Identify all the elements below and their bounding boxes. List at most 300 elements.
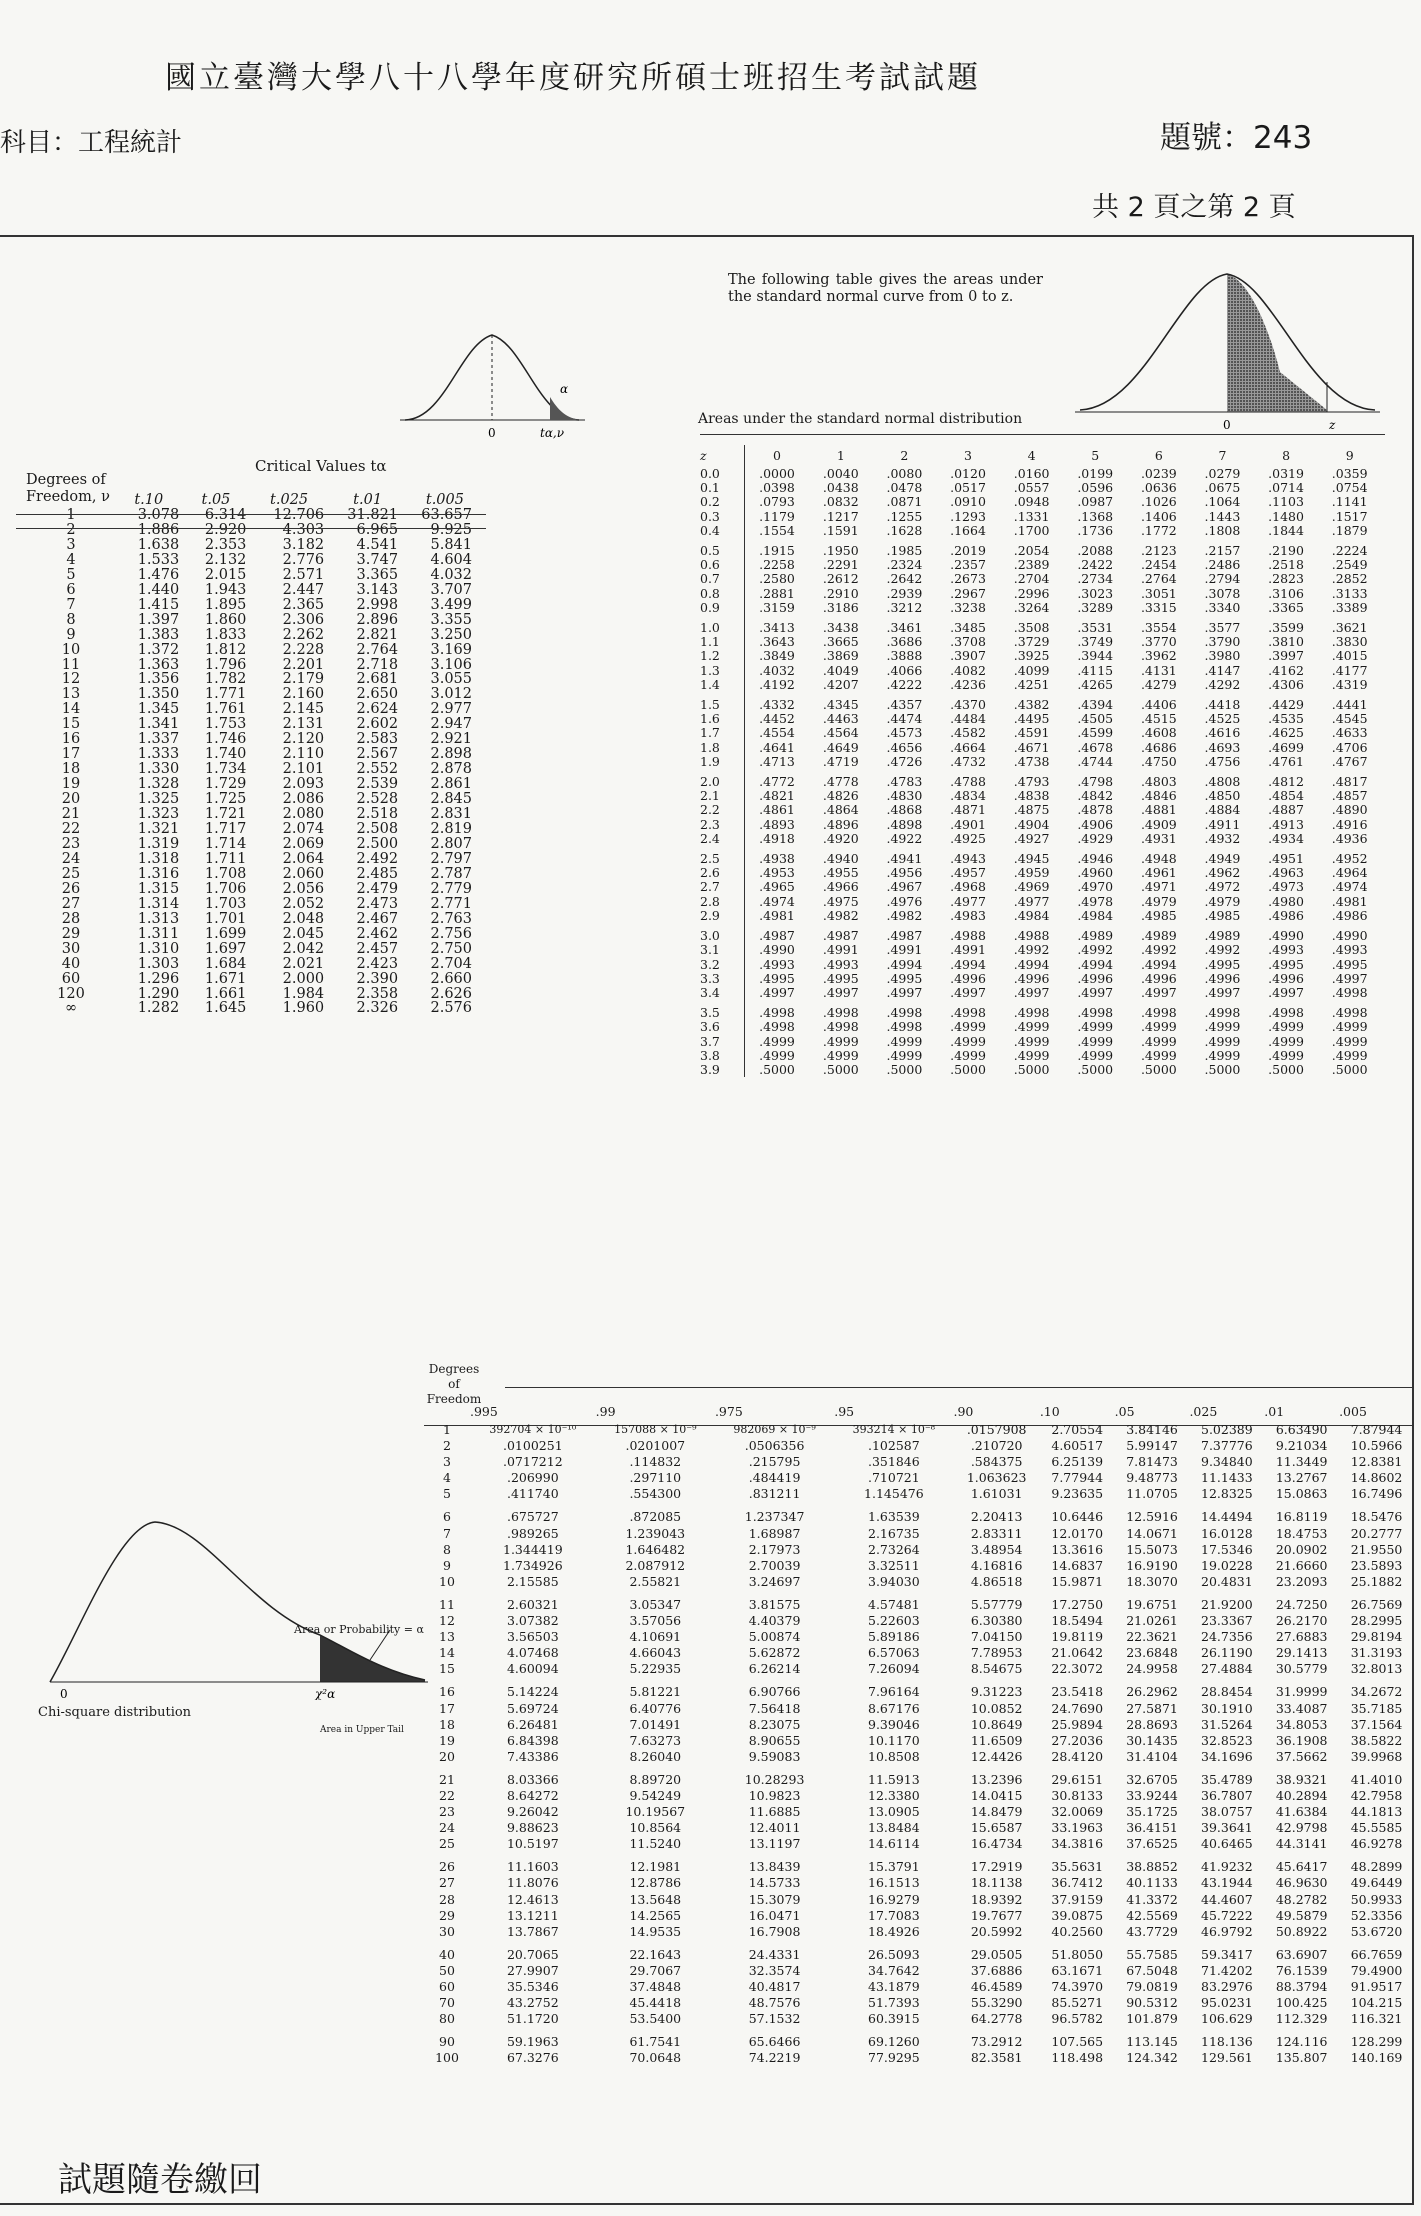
z-table-row xyxy=(700,1063,1382,1077)
t-cell: 2.518 xyxy=(356,806,399,823)
z-cell: .3159 xyxy=(759,599,795,615)
z-cell: .4951 xyxy=(1268,851,1304,867)
chi-cell: 21.0642 xyxy=(1051,1645,1104,1661)
normal-header-rule xyxy=(700,434,1385,435)
z-cell: 3.8 xyxy=(700,1049,745,1063)
chi-cell: 2 xyxy=(443,1438,451,1454)
z-cell: .0080 xyxy=(886,466,923,481)
chi-cell: 7.77944 xyxy=(1051,1470,1104,1486)
z-cell: .4977 xyxy=(1013,893,1050,909)
chi-cell: 14.2565 xyxy=(629,1907,682,1923)
subject-label: 科目：工程統計 xyxy=(0,128,183,158)
z-col-head: z xyxy=(700,445,745,467)
chi-cell: 13 xyxy=(439,1629,455,1645)
t-cell: 17 xyxy=(61,746,81,763)
z-cell: .4991 xyxy=(822,942,859,958)
chi-cell: 112.329 xyxy=(1275,2011,1328,2027)
z-cell: .4998 xyxy=(1140,1005,1177,1021)
z-cell: .1591 xyxy=(822,522,859,538)
z-cell: .2823 xyxy=(1268,571,1304,587)
z-col-head: 3 xyxy=(964,447,972,463)
chi-cell: 3.81575 xyxy=(748,1596,801,1612)
t-cell: 2.120 xyxy=(282,731,325,748)
chi-cell: 19.0228 xyxy=(1201,1557,1253,1573)
t-table-row xyxy=(16,882,486,897)
t-cell: 2.500 xyxy=(356,835,399,852)
chi-cell: .831211 xyxy=(748,1486,801,1502)
z-cell: .0793 xyxy=(759,494,795,510)
chi-cell: 11.1433 xyxy=(1201,1470,1253,1486)
z-cell: .4931 xyxy=(1140,830,1177,846)
t-cell: 2.052 xyxy=(282,895,325,912)
t-cell: 2.977 xyxy=(430,701,472,718)
t-cell: 11 xyxy=(61,656,81,673)
chi-square-table xyxy=(424,1400,1414,2066)
chi-cell: 1.734926 xyxy=(503,1557,563,1573)
z-cell: .1985 xyxy=(886,543,923,559)
z-cell: .4463 xyxy=(822,711,859,727)
chi-cell: 29.0505 xyxy=(970,1946,1023,1962)
chi-cell: 10.28293 xyxy=(744,1771,805,1787)
t-cell: 1.315 xyxy=(137,880,180,897)
chi-cell: 5.22603 xyxy=(868,1613,920,1629)
z-col-head: 8 xyxy=(1282,447,1291,463)
chi-cell: 50.9933 xyxy=(1350,1891,1403,1907)
chi-cell: 32.8523 xyxy=(1201,1732,1253,1748)
t-cell: 3.182 xyxy=(282,536,325,553)
chi-cell: 15.9871 xyxy=(1051,1573,1104,1589)
t-cell: 1.708 xyxy=(204,865,247,882)
chi-cell: 14.8479 xyxy=(970,1804,1023,1820)
z-cell: .2190 xyxy=(1268,543,1304,559)
chi-cell: 113.145 xyxy=(1126,2034,1178,2050)
z-cell: .4893 xyxy=(759,816,795,832)
chi-cell: 17.2919 xyxy=(970,1859,1023,1875)
z-cell: .4925 xyxy=(950,830,986,846)
chi-cell: 39.0875 xyxy=(1051,1907,1104,1923)
chi-cell: 36.1908 xyxy=(1275,1732,1328,1748)
z-cell: .3980 xyxy=(1204,648,1241,664)
z-cell: .4993 xyxy=(1268,942,1304,958)
chi-cell: 7.63273 xyxy=(629,1732,682,1748)
z-cell: .4738 xyxy=(1013,753,1050,769)
z-cell: .2518 xyxy=(1268,557,1304,573)
chi-col-head: .025 xyxy=(1189,1403,1218,1419)
z-cell: .4968 xyxy=(950,879,986,895)
chi-cell: 41.9232 xyxy=(1201,1859,1253,1875)
chi-cell: 6.63490 xyxy=(1275,1422,1328,1437)
chi-cell: 28.8693 xyxy=(1126,1716,1178,1732)
chi-area-label: Area or Probability = α xyxy=(294,1623,424,1636)
z-cell: .3621 xyxy=(1331,620,1368,636)
chi-cell: 41.6384 xyxy=(1275,1804,1328,1820)
chi-cell: 392704 × 10⁻¹⁰ xyxy=(489,1423,577,1436)
z-cell: .4999 xyxy=(1268,1019,1304,1035)
z-table-row xyxy=(700,972,1382,986)
z-cell: .4998 xyxy=(1331,984,1368,1000)
chi-cell: 30.8133 xyxy=(1051,1787,1104,1803)
z-cell: .4767 xyxy=(1331,753,1368,769)
z-cell: .2764 xyxy=(1140,571,1177,587)
t-cell: 12 xyxy=(61,671,81,688)
t-table-row xyxy=(16,628,486,643)
z-col-head: 1 xyxy=(836,447,845,463)
z-cell: .4996 xyxy=(1140,970,1177,986)
chi-cell: 11.0705 xyxy=(1126,1486,1178,1502)
chi-cell: 6.30380 xyxy=(970,1613,1023,1629)
chi-cell: 1.239043 xyxy=(625,1525,686,1541)
chi-cell: 80 xyxy=(439,2011,455,2027)
chi-cell: 17 xyxy=(439,1700,455,1716)
chi-cell: 29.8194 xyxy=(1350,1629,1403,1645)
chi-cell: 50 xyxy=(439,1962,455,1978)
chi-cell: 5.69724 xyxy=(506,1700,559,1716)
chi-cell: 53.5400 xyxy=(629,2011,682,2027)
t-cell: 1.895 xyxy=(204,596,247,613)
t-cell: 1.703 xyxy=(204,895,247,912)
t-table-row xyxy=(16,927,486,942)
chi-cell: 21.0261 xyxy=(1126,1613,1178,1629)
z-cell: .3770 xyxy=(1140,634,1177,650)
z-cell: .2422 xyxy=(1077,557,1114,573)
chi-cell: 36.7807 xyxy=(1201,1787,1253,1803)
z-cell: .1879 xyxy=(1331,522,1368,538)
z-cell: .0987 xyxy=(1077,494,1114,510)
z-cell: .2054 xyxy=(1013,543,1050,559)
chi-cell: 140.169 xyxy=(1350,2050,1403,2066)
z-cell: 3.0 xyxy=(700,923,745,943)
z-cell: .4994 xyxy=(886,956,923,972)
chi-cell: 27.4884 xyxy=(1201,1661,1253,1677)
chi-cell: 22.1643 xyxy=(629,1946,682,1962)
z-table-row xyxy=(700,755,1382,769)
z-cell: 3.6 xyxy=(700,1020,745,1034)
z-cell: 1.2 xyxy=(700,649,745,663)
z-table-row xyxy=(700,818,1382,832)
chi-cell: 18.1138 xyxy=(970,1875,1023,1891)
chi-cell: 9.54249 xyxy=(629,1787,682,1803)
question-number: 題號：243 xyxy=(1160,120,1313,156)
z-col-head: 2 xyxy=(900,447,909,463)
chi-cell: 42.5569 xyxy=(1126,1907,1178,1923)
chi-cell: 16.0128 xyxy=(1201,1525,1253,1541)
chi-table-row xyxy=(424,2050,1414,2066)
chi-cell: 31.5264 xyxy=(1201,1716,1253,1732)
chi-cell: 14.5733 xyxy=(748,1875,801,1891)
t-cell: 2.101 xyxy=(282,761,325,778)
z-cell: .0239 xyxy=(1140,466,1177,481)
z-cell: .4861 xyxy=(759,802,795,818)
chi-dof-label: Degrees of Freedom xyxy=(426,1362,482,1406)
t-cell: 2.787 xyxy=(430,865,472,882)
z-cell: 0.1 xyxy=(700,481,745,495)
t-cell: 2.060 xyxy=(282,865,325,882)
z-cell: .4049 xyxy=(822,662,859,678)
chi-cell: 26.5093 xyxy=(868,1946,920,1962)
t-cell: 2.831 xyxy=(430,806,472,823)
z-cell: .0596 xyxy=(1077,480,1114,496)
chi-cell: 23 xyxy=(439,1804,455,1820)
t-cell: 1.771 xyxy=(204,686,247,703)
t-cell: 1.330 xyxy=(137,761,180,778)
chi-cell: 26.1190 xyxy=(1201,1645,1253,1661)
chi-cell: 51.7393 xyxy=(868,1995,920,2011)
chi-cell: 118.136 xyxy=(1201,2034,1253,2050)
z-table-row xyxy=(700,558,1382,572)
z-cell: 0.7 xyxy=(700,572,745,586)
chi-cell: 24 xyxy=(439,1820,455,1836)
chi-cell: 46.9278 xyxy=(1350,1836,1403,1852)
t-cell: 1.356 xyxy=(137,671,180,688)
t-cell: 1.886 xyxy=(137,521,180,538)
t-cell: 1.313 xyxy=(137,910,180,927)
chi-cell: 20.2777 xyxy=(1350,1525,1403,1541)
chi-cell: 107.565 xyxy=(1051,2034,1104,2050)
chi-cell: 46.9792 xyxy=(1201,1923,1253,1939)
t-table-row xyxy=(16,837,486,852)
t-cell: 1.440 xyxy=(137,581,180,598)
z-cell: .2612 xyxy=(822,571,859,587)
chi-cell: 44.3141 xyxy=(1275,1836,1328,1852)
z-cell: .4664 xyxy=(950,739,986,755)
z-cell: .4732 xyxy=(950,753,986,769)
chi-cell: 7.37776 xyxy=(1201,1438,1253,1454)
z-cell: .4990 xyxy=(759,942,795,958)
z-cell: .3686 xyxy=(886,634,923,650)
z-cell: .4706 xyxy=(1331,739,1368,755)
z-cell: .4964 xyxy=(1331,865,1368,881)
chi-table-row xyxy=(424,1892,1414,1908)
chi-cell: 12.3380 xyxy=(868,1787,920,1803)
z-cell: .4726 xyxy=(886,753,923,769)
chi-cell: 30.5779 xyxy=(1275,1661,1328,1677)
z-cell: .4991 xyxy=(950,942,986,958)
z-cell: .4995 xyxy=(822,970,859,986)
chi-cell: 13.0905 xyxy=(868,1804,920,1820)
z-cell: .4798 xyxy=(1077,774,1114,790)
chi-cell: 41.3372 xyxy=(1126,1891,1178,1907)
t-cell: 1.701 xyxy=(204,910,247,927)
chi-cell: 5.89186 xyxy=(868,1629,920,1645)
z-cell: 1.1 xyxy=(700,635,745,649)
chi-cell: 29 xyxy=(439,1907,455,1923)
z-cell: .4881 xyxy=(1140,802,1177,818)
z-cell: .3413 xyxy=(759,620,795,636)
z-cell: .4996 xyxy=(1268,970,1304,986)
chi-cell: 9.26042 xyxy=(506,1804,559,1820)
chi-cell: 9.31223 xyxy=(970,1684,1023,1700)
z-cell: .4997 xyxy=(1331,970,1368,986)
chi-cell: 16.0471 xyxy=(748,1907,801,1923)
t-cell: 1.415 xyxy=(137,596,180,613)
z-cell: .0910 xyxy=(950,494,986,510)
z-table-row xyxy=(700,495,1382,509)
chi-cell: 8.54675 xyxy=(970,1661,1023,1677)
z-cell: .4545 xyxy=(1331,711,1368,727)
t-cell: 2.093 xyxy=(282,776,325,793)
chi-cell: 16 xyxy=(439,1684,455,1700)
chi-cell: 37.9159 xyxy=(1051,1891,1104,1907)
chi-cell: 34.7642 xyxy=(868,1962,920,1978)
t-cell: 15 xyxy=(61,716,81,733)
chi-table-row xyxy=(424,1820,1414,1836)
z-cell: 2.8 xyxy=(700,895,745,909)
page-indicator: 共 2 頁之第 2 頁 xyxy=(1092,192,1296,223)
z-cell: .4999 xyxy=(886,1033,923,1049)
z-table-row xyxy=(700,741,1382,755)
z-table-row xyxy=(700,803,1382,817)
z-cell: .4999 xyxy=(950,1047,986,1063)
z-cell: .0478 xyxy=(886,480,923,496)
z-cell: .4357 xyxy=(886,697,923,713)
chi-cell: 27.6883 xyxy=(1275,1629,1328,1645)
chi-cell: 16.4734 xyxy=(970,1836,1023,1852)
chi-cell: .0717212 xyxy=(503,1454,563,1470)
normal-curve-figure xyxy=(1075,262,1385,432)
z-cell: .3289 xyxy=(1077,599,1114,615)
z-table-row xyxy=(700,615,1382,635)
normal-table-caption: Areas under the standard normal distribution xyxy=(698,411,1023,427)
t-cell: 14 xyxy=(61,701,81,718)
z-cell: .3389 xyxy=(1331,599,1368,615)
chi-cell: 35.1725 xyxy=(1126,1804,1178,1820)
t-cell: 2.508 xyxy=(356,821,399,838)
chi-cell: 38.9321 xyxy=(1275,1771,1328,1787)
z-col-head: 9 xyxy=(1345,447,1354,463)
z-cell: .3078 xyxy=(1204,585,1241,601)
t-cell: 1.782 xyxy=(204,671,247,688)
t-cell: 2.552 xyxy=(356,761,399,778)
t-cell: 18 xyxy=(61,761,81,778)
z-cell: .1772 xyxy=(1140,522,1177,538)
chi-cell: 36.7412 xyxy=(1051,1875,1104,1891)
chi-cell: 6 xyxy=(443,1509,451,1525)
t-cell: 2.447 xyxy=(282,581,325,598)
z-cell: .1517 xyxy=(1331,508,1368,524)
z-table-row xyxy=(700,510,1382,524)
z-cell: .4345 xyxy=(822,697,859,713)
z-cell: .4826 xyxy=(822,788,859,804)
z-cell: .4999 xyxy=(759,1033,795,1049)
t-cell: 20 xyxy=(61,791,81,808)
z-cell: .4936 xyxy=(1331,830,1368,846)
z-cell: .0636 xyxy=(1140,480,1177,496)
z-cell: .3599 xyxy=(1268,620,1304,636)
chi-cell: 9 xyxy=(443,1557,451,1573)
z-cell: .4744 xyxy=(1077,753,1114,769)
z-cell: .2123 xyxy=(1140,543,1177,559)
chi-cell: 14.6114 xyxy=(868,1836,920,1852)
z-cell: 2.4 xyxy=(700,832,745,846)
z-cell: 2.5 xyxy=(700,846,745,866)
z-cell: .1026 xyxy=(1140,494,1177,510)
chi-cell: 32.8013 xyxy=(1350,1661,1403,1677)
z-cell: .4993 xyxy=(1331,942,1368,958)
t-cell: 2.365 xyxy=(282,596,325,613)
chi-cell: 25.9894 xyxy=(1051,1716,1104,1732)
z-cell: .4999 xyxy=(1013,1019,1050,1035)
chi-cell: .351846 xyxy=(868,1454,920,1470)
z-cell: .4997 xyxy=(1268,984,1304,1000)
chi-cell: 25 xyxy=(439,1836,455,1852)
chi-cell: 83.2976 xyxy=(1201,1979,1253,1994)
z-cell: .4997 xyxy=(759,984,795,1000)
normal-intro: The following table gives the areas under the standard normal curve from 0 to z. xyxy=(728,272,1043,305)
z-table-row xyxy=(700,1020,1382,1034)
chi-cell: 16.9190 xyxy=(1126,1557,1178,1573)
t-cell: 30 xyxy=(61,940,81,957)
normal-fig-zero: 0 xyxy=(1223,418,1231,432)
chi-cell: 124.116 xyxy=(1275,2034,1328,2050)
chi-cell: 35.5631 xyxy=(1051,1859,1104,1875)
chi-cell: 5.02389 xyxy=(1201,1422,1253,1437)
z-cell: .4887 xyxy=(1268,802,1304,818)
t-table-row xyxy=(16,792,486,807)
z-cell: .4986 xyxy=(1268,907,1304,923)
chi-fig-chi: χ²α xyxy=(315,1687,336,1700)
chi-cell: 90 xyxy=(439,2034,455,2050)
z-cell: .4922 xyxy=(886,830,923,846)
t-cell: 2.457 xyxy=(356,940,399,957)
chi-cell: 4 xyxy=(443,1470,451,1486)
chi-cell: 10.1170 xyxy=(868,1732,920,1748)
z-cell: .4573 xyxy=(886,725,923,741)
z-cell: .4772 xyxy=(759,774,795,790)
t-col-head: t.005 xyxy=(425,492,464,508)
t-cell: 1.372 xyxy=(137,641,180,658)
z-cell: .3907 xyxy=(950,648,986,664)
chi-table-row xyxy=(424,1542,1414,1558)
chi-table-row xyxy=(424,1590,1414,1613)
z-table-row xyxy=(700,923,1382,943)
chi-cell: 3.07382 xyxy=(506,1613,559,1629)
chi-cell: 31.3193 xyxy=(1350,1645,1403,1661)
z-cell: .4973 xyxy=(1268,879,1304,895)
z-cell: .2454 xyxy=(1140,557,1177,573)
t-table-row xyxy=(16,957,486,972)
chi-cell: 3.05347 xyxy=(629,1596,682,1612)
chi-cell: 13.1211 xyxy=(506,1907,559,1923)
z-cell: .2704 xyxy=(1013,571,1050,587)
z-cell: .0517 xyxy=(950,480,986,496)
z-cell: .4999 xyxy=(822,1047,859,1063)
t-cell: 3.707 xyxy=(430,581,472,598)
chi-cell: 13.3616 xyxy=(1051,1541,1104,1557)
z-table-row xyxy=(700,909,1382,923)
z-cell: .3790 xyxy=(1204,634,1241,650)
t-cell: 1.333 xyxy=(137,746,180,763)
z-cell: .2673 xyxy=(950,571,986,587)
chi-table-row xyxy=(424,1804,1414,1820)
t-cell: 29 xyxy=(61,925,81,942)
chi-cell: 1.61031 xyxy=(970,1486,1023,1502)
z-cell: .4983 xyxy=(950,907,986,923)
chi-table-row xyxy=(424,1924,1414,1940)
chi-cell: 24.9958 xyxy=(1126,1661,1178,1677)
chi-cell: 67.3276 xyxy=(506,2050,559,2066)
chi-cell: 43.2752 xyxy=(506,1995,559,2011)
z-cell: .4929 xyxy=(1077,830,1114,846)
t-cell: 3.355 xyxy=(430,611,472,628)
z-cell: 0.2 xyxy=(700,495,745,509)
chi-cell: .297110 xyxy=(629,1470,682,1486)
chi-cell: 48.2782 xyxy=(1275,1891,1328,1907)
z-cell: 3.5 xyxy=(700,1000,745,1020)
z-cell: .4750 xyxy=(1140,753,1177,769)
chi-cell: 44.4607 xyxy=(1201,1891,1253,1907)
chi-cell: 40 xyxy=(439,1946,455,1962)
chi-cell: 40.1133 xyxy=(1126,1875,1178,1891)
